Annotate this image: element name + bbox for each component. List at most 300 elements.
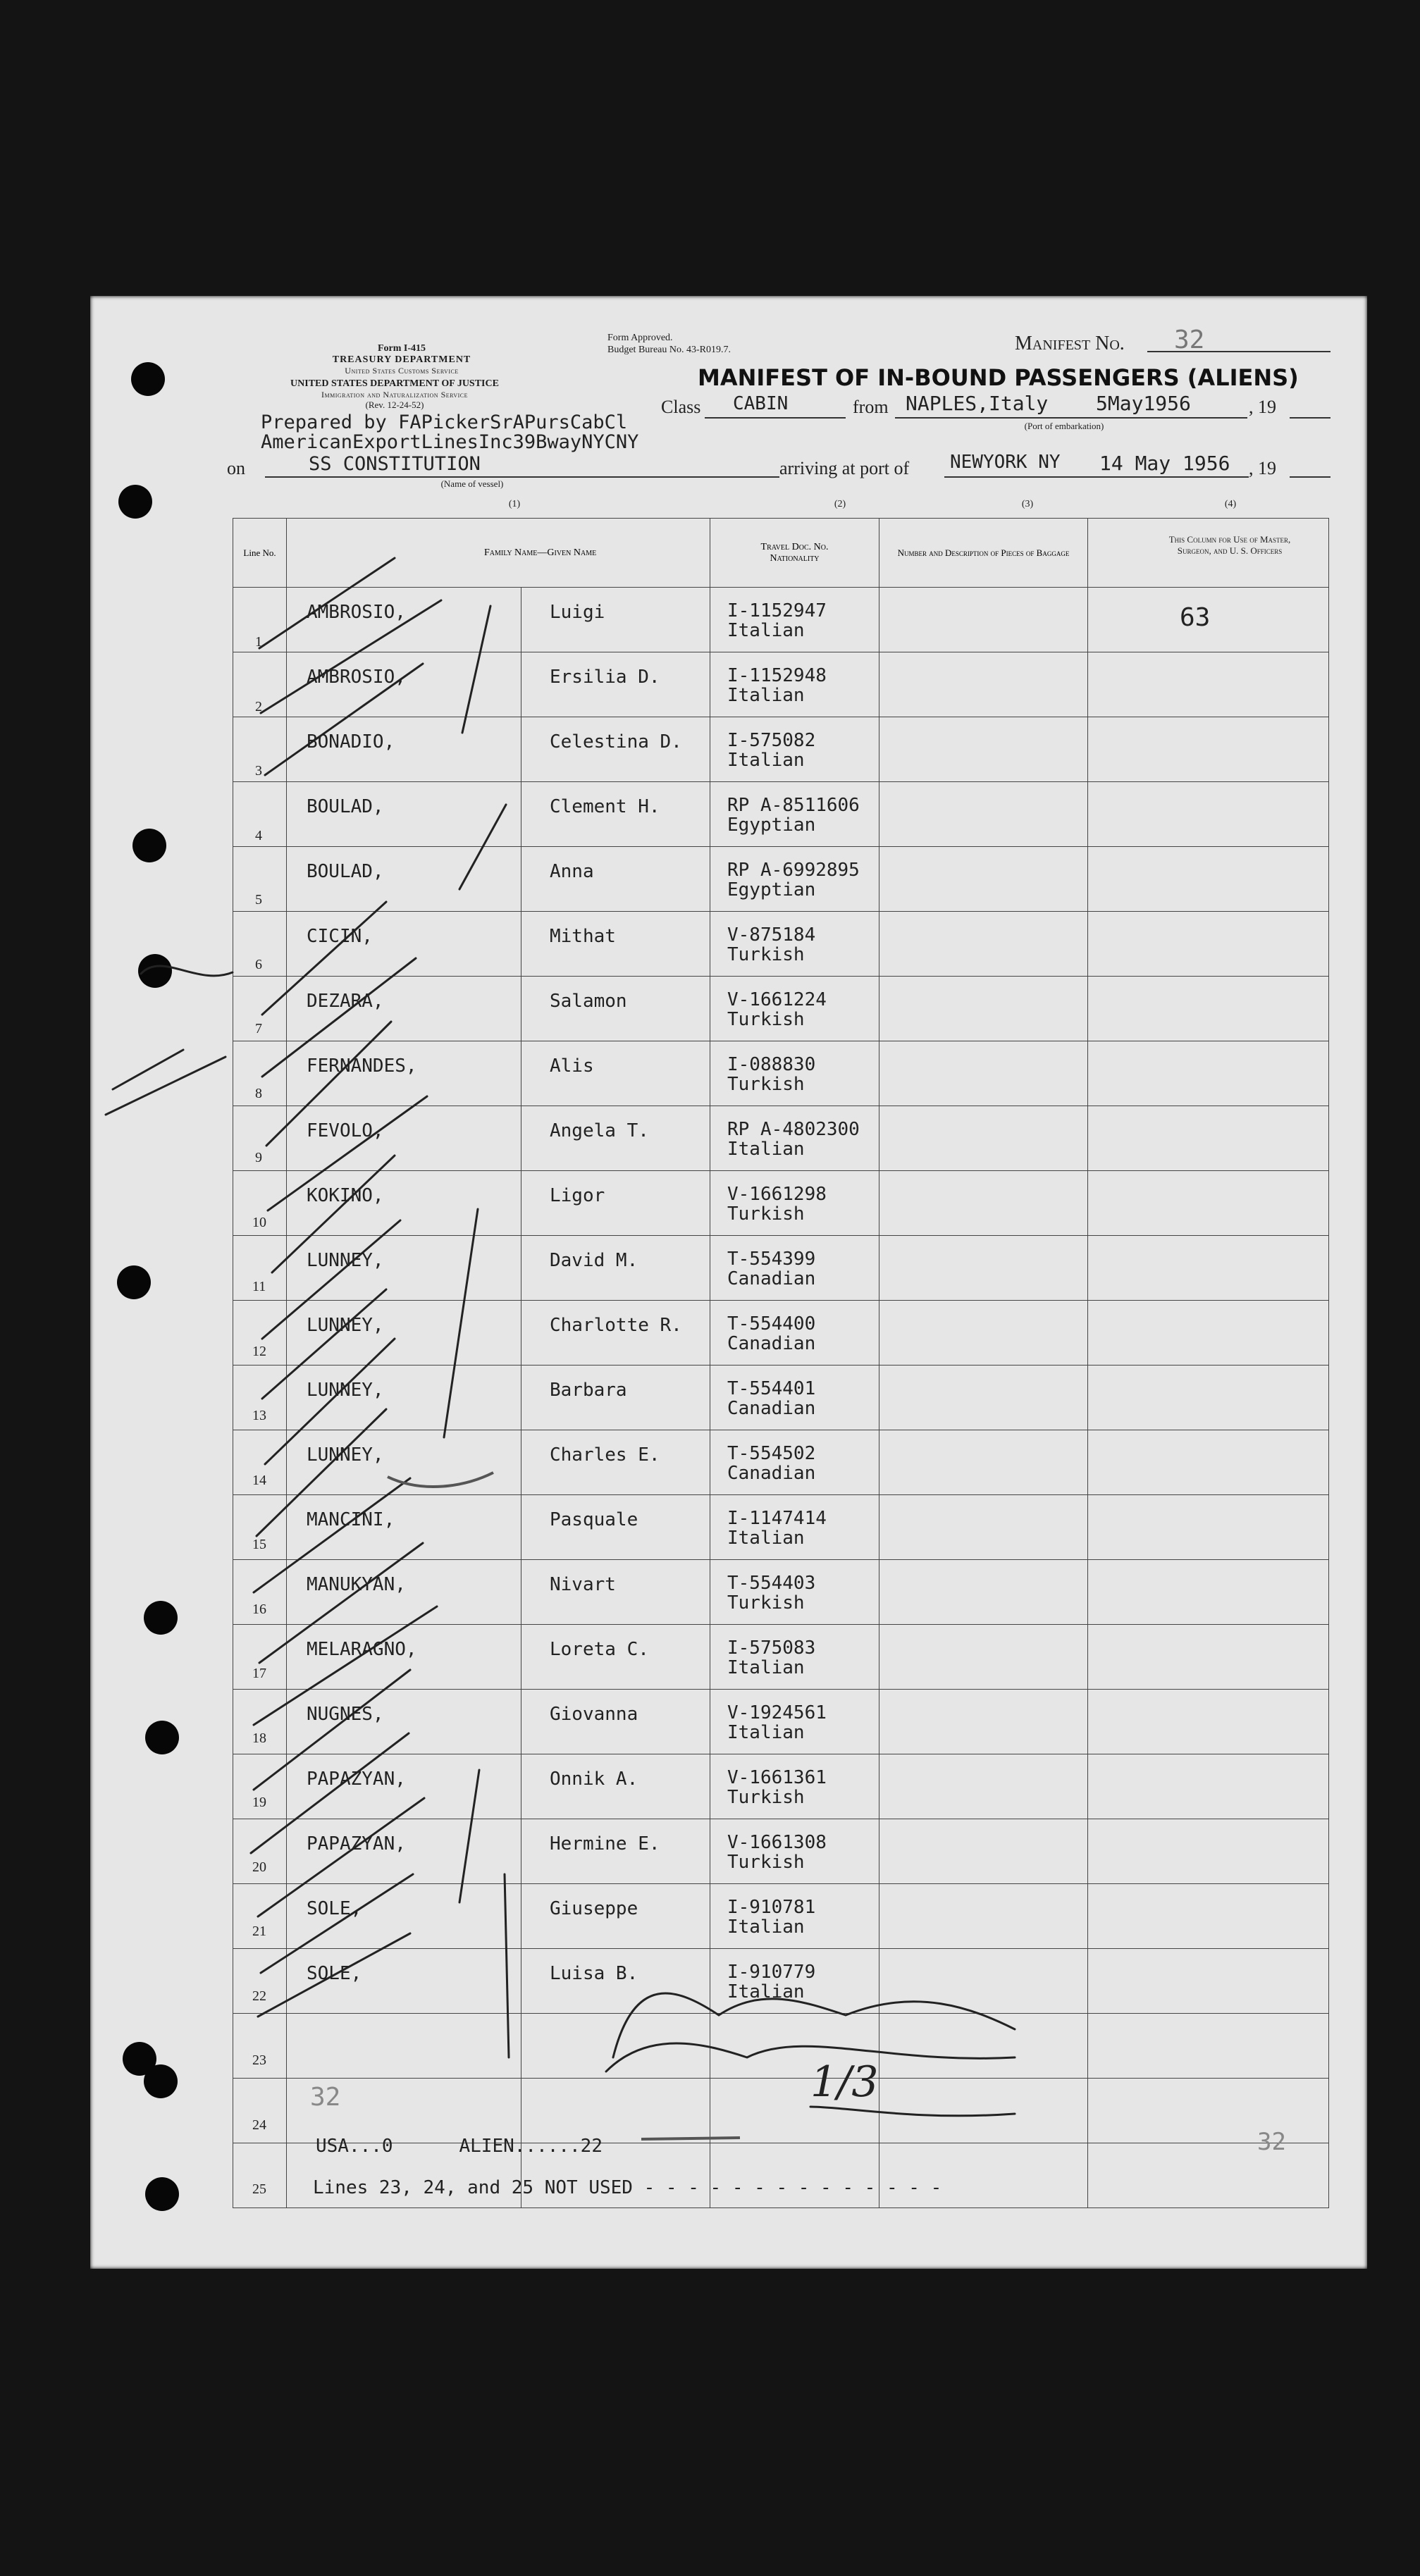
officers-cell xyxy=(1088,652,1329,717)
given-name-cell xyxy=(521,1171,710,1236)
nationality: Italian xyxy=(727,1981,805,2002)
baggage-cell xyxy=(879,1625,1088,1690)
nationality: Italian xyxy=(727,1722,805,1743)
given-name-cell xyxy=(521,912,710,977)
nationality: Canadian xyxy=(727,1398,816,1419)
line-number: 16 xyxy=(252,1601,266,1617)
arriving-port: NEWYORK NY xyxy=(950,452,1061,473)
family-name: CICIN, xyxy=(307,926,373,947)
baggage-cell xyxy=(879,1495,1088,1560)
line-number: 12 xyxy=(252,1343,266,1359)
class-value: CABIN xyxy=(733,393,789,414)
officers-cell xyxy=(1088,588,1329,652)
given-name: Alis xyxy=(550,1055,594,1077)
baggage-cell xyxy=(879,1560,1088,1625)
travel-doc-number: I-1152948 xyxy=(727,665,827,686)
baggage-cell xyxy=(879,1301,1088,1366)
travel-doc-number: I-575082 xyxy=(727,730,816,751)
given-name: Onnik A. xyxy=(550,1769,638,1790)
col-number-4: (4) xyxy=(1224,499,1237,509)
given-name-cell xyxy=(521,847,710,912)
baggage-cell xyxy=(879,1236,1088,1301)
given-name-cell xyxy=(521,1106,710,1171)
form-approved: Form Approved. xyxy=(607,333,673,343)
given-name: Giovanna xyxy=(550,1704,638,1725)
col-officers: This Column for Use of Master, Surgeon, and U. S. Officers xyxy=(1168,534,1291,556)
given-name: Mithat xyxy=(550,926,616,947)
col-number-3: (3) xyxy=(1021,499,1034,509)
nationality: Turkish xyxy=(727,1787,805,1808)
line-number: 6 xyxy=(255,956,262,972)
table-row xyxy=(233,2014,1329,2079)
table-row xyxy=(233,977,1329,1041)
officers-cell xyxy=(1088,847,1329,912)
class-label: Class xyxy=(661,397,701,417)
table-row xyxy=(233,1949,1329,2014)
arriving-label: arriving at port of xyxy=(779,458,910,478)
family-name-cell xyxy=(287,1171,521,1236)
punch-hole xyxy=(145,1721,179,1754)
given-name-cell xyxy=(521,1301,710,1366)
given-name: Giuseppe xyxy=(550,1898,638,1919)
port-of-embarkation: NAPLES,Italy xyxy=(906,392,1049,415)
family-name-cell xyxy=(287,1884,521,1949)
table-row xyxy=(233,2079,1329,2143)
nationality: Turkish xyxy=(727,1203,805,1225)
punch-hole xyxy=(145,2177,179,2211)
travel-doc-number: V-1661361 xyxy=(727,1767,827,1788)
departure-date: 5May1956 xyxy=(1096,392,1191,415)
baggage-cell xyxy=(879,1819,1088,1884)
baggage-cell xyxy=(879,2014,1088,2079)
col-travel-doc: Travel Doc. No. Nationality xyxy=(710,519,879,588)
given-name: Pasquale xyxy=(550,1509,638,1530)
given-name-cell xyxy=(521,1625,710,1690)
line-number-cell xyxy=(233,2079,287,2143)
punch-hole xyxy=(138,954,172,988)
line-number: 1 xyxy=(255,634,262,650)
travel-doc-cell xyxy=(710,1171,879,1236)
totals-line: USA...0 ALIEN......22 xyxy=(316,2136,603,2157)
family-name-cell xyxy=(287,977,521,1041)
nationality: Turkish xyxy=(727,1592,805,1614)
given-name-cell xyxy=(521,782,710,847)
travel-doc-number: I-1147414 xyxy=(727,1508,827,1529)
given-name-cell xyxy=(521,1236,710,1301)
officer-note: 63 xyxy=(1180,603,1211,632)
family-name-cell xyxy=(287,1625,521,1690)
budget-bureau: Budget Bureau No. 43-R019.7. xyxy=(607,345,731,355)
prepared-by-line2: AmericanExportLinesInc39BwayNYCNY xyxy=(261,431,639,453)
year-suffix: , 19 xyxy=(1249,397,1276,417)
family-name: AMBROSIO, xyxy=(307,602,406,623)
line-number: 5 xyxy=(255,892,262,908)
family-name: BONADIO, xyxy=(307,731,395,753)
baggage-cell xyxy=(879,1949,1088,2014)
given-name-cell xyxy=(521,1754,710,1819)
punch-hole xyxy=(117,1265,151,1299)
officers-cell xyxy=(1088,1625,1329,1690)
given-name-cell xyxy=(521,588,710,652)
family-name-cell xyxy=(287,1430,521,1495)
table-row xyxy=(233,912,1329,977)
nationality: Turkish xyxy=(727,1009,805,1030)
family-name-cell xyxy=(287,717,521,782)
given-name-cell xyxy=(521,977,710,1041)
travel-doc-cell xyxy=(710,1884,879,1949)
given-name: Nivart xyxy=(550,1574,616,1595)
officers-cell xyxy=(1088,912,1329,977)
travel-doc-number: I-088830 xyxy=(727,1054,816,1075)
family-name-cell xyxy=(287,1236,521,1301)
port-embarkation-caption: (Port of embarkation) xyxy=(1024,421,1104,431)
travel-doc-number: T-554401 xyxy=(727,1378,816,1399)
officers-cell xyxy=(1088,1884,1329,1949)
travel-doc-cell xyxy=(710,1106,879,1171)
officers-cell xyxy=(1088,2143,1329,2208)
travel-doc-number: T-554403 xyxy=(727,1573,816,1594)
given-name: Loreta C. xyxy=(550,1639,649,1660)
travel-doc-number: I-910781 xyxy=(727,1897,816,1918)
form-number: Form I-415 xyxy=(377,343,426,354)
travel-doc-cell xyxy=(710,1625,879,1690)
given-name: Anna xyxy=(550,861,594,882)
family-name-cell xyxy=(287,1041,521,1106)
baggage-cell xyxy=(879,1366,1088,1430)
officers-cell xyxy=(1088,1819,1329,1884)
family-name: LUNNEY, xyxy=(307,1250,384,1271)
travel-doc-number: RP A-6992895 xyxy=(727,860,860,881)
baggage-cell xyxy=(879,1884,1088,1949)
travel-doc-cell xyxy=(710,1041,879,1106)
revision: (Rev. 12-24-52) xyxy=(365,400,424,410)
punch-hole xyxy=(144,1601,178,1635)
line-number: 22 xyxy=(252,1988,266,2004)
dept-of-justice: UNITED STATES DEPARTMENT OF JUSTICE xyxy=(290,378,499,389)
from-underline xyxy=(895,417,1247,419)
travel-doc-cell xyxy=(710,847,879,912)
line-number: 9 xyxy=(255,1150,262,1165)
table-row xyxy=(233,847,1329,912)
nationality: Canadian xyxy=(727,1463,816,1484)
line-number: 19 xyxy=(252,1795,266,1810)
table-row xyxy=(233,1041,1329,1106)
vessel-underline xyxy=(265,476,779,478)
nationality: Italian xyxy=(727,685,805,706)
line-number: 13 xyxy=(252,1408,266,1423)
travel-doc-cell xyxy=(710,1236,879,1301)
given-name: Ligor xyxy=(550,1185,605,1206)
family-name-cell xyxy=(287,588,521,652)
baggage-cell xyxy=(879,1430,1088,1495)
family-name-cell xyxy=(287,2014,521,2079)
travel-doc-cell xyxy=(710,1949,879,2014)
table-row xyxy=(233,1690,1329,1754)
officers-cell xyxy=(1088,977,1329,1041)
nationality: Turkish xyxy=(727,944,805,965)
col-number-2: (2) xyxy=(834,499,846,509)
col-line-no: Line No. xyxy=(233,519,287,588)
travel-doc-number: I-575083 xyxy=(727,1637,816,1659)
family-name-cell xyxy=(287,1819,521,1884)
col-baggage: Number and Description of Pieces of Baggage xyxy=(879,519,1088,588)
officers-cell xyxy=(1088,1171,1329,1236)
baggage-cell xyxy=(879,1754,1088,1819)
lines-not-used: Lines 23, 24, and 25 NOT USED - - - - - - - - - - - - - - xyxy=(313,2177,942,2198)
table-row xyxy=(233,1884,1329,1949)
table-row xyxy=(233,1754,1329,1819)
family-name-cell xyxy=(287,652,521,717)
table-row xyxy=(233,1625,1329,1690)
family-name: KOKINO, xyxy=(307,1185,384,1206)
baggage-cell xyxy=(879,912,1088,977)
baggage-cell xyxy=(879,782,1088,847)
year-underline xyxy=(1290,417,1331,419)
travel-doc-cell xyxy=(710,1819,879,1884)
given-name: Hermine E. xyxy=(550,1833,660,1854)
officers-cell xyxy=(1088,1949,1329,2014)
travel-doc-number: T-554502 xyxy=(727,1443,816,1464)
given-name-cell xyxy=(521,1819,710,1884)
family-name-cell xyxy=(287,1690,521,1754)
customs-service: United States Customs Service xyxy=(345,366,459,376)
nationality: Italian xyxy=(727,1916,805,1938)
family-name: AMBROSIO, xyxy=(307,667,406,688)
travel-doc-number: V-1661224 xyxy=(727,989,827,1010)
nationality: Egyptian xyxy=(727,879,816,900)
on-label: on xyxy=(227,458,245,478)
travel-doc-number: T-554400 xyxy=(727,1313,816,1335)
officers-cell xyxy=(1088,782,1329,847)
travel-doc-number: I-910779 xyxy=(727,1962,816,1983)
family-name-cell xyxy=(287,1560,521,1625)
table-row xyxy=(233,1430,1329,1495)
baggage-cell xyxy=(879,588,1088,652)
officers-cell xyxy=(1088,1495,1329,1560)
family-name-cell xyxy=(287,1106,521,1171)
line-number: 4 xyxy=(255,827,262,843)
travel-doc-cell xyxy=(710,1690,879,1754)
line-number-cell xyxy=(233,2143,287,2208)
arriving-underline xyxy=(944,476,1249,478)
punch-hole xyxy=(132,829,166,862)
given-name-cell xyxy=(521,1041,710,1106)
line-number: 3 xyxy=(255,763,262,779)
given-name-cell xyxy=(521,717,710,782)
given-name-cell xyxy=(521,1495,710,1560)
stamp-number-right: 32 xyxy=(1257,2128,1286,2156)
travel-doc-number: RP A-8511606 xyxy=(727,795,860,816)
baggage-cell xyxy=(879,652,1088,717)
table-row xyxy=(233,1171,1329,1236)
baggage-cell xyxy=(879,2079,1088,2143)
family-name: LUNNEY, xyxy=(307,1380,384,1401)
punch-hole xyxy=(118,485,152,519)
given-name: David M. xyxy=(550,1250,638,1271)
given-name-cell xyxy=(521,652,710,717)
travel-doc-cell xyxy=(710,652,879,717)
travel-doc-number: RP A-4802300 xyxy=(727,1119,860,1140)
line-number: 11 xyxy=(252,1279,266,1294)
baggage-cell xyxy=(879,1690,1088,1754)
nationality: Egyptian xyxy=(727,815,816,836)
given-name: Angela T. xyxy=(550,1120,649,1141)
family-name-cell xyxy=(287,1301,521,1366)
stamp-number-left: 32 xyxy=(310,2083,341,2112)
travel-doc-cell xyxy=(710,1430,879,1495)
table-row xyxy=(233,1495,1329,1560)
given-name: Charles E. xyxy=(550,1444,660,1466)
family-name: NUGNES, xyxy=(307,1704,384,1725)
manifest-no-underline xyxy=(1147,351,1331,352)
travel-doc-number: V-875184 xyxy=(727,924,816,946)
family-name-cell xyxy=(287,912,521,977)
travel-doc-cell xyxy=(710,1754,879,1819)
vessel-caption: (Name of vessel) xyxy=(440,478,504,489)
officers-cell xyxy=(1088,1690,1329,1754)
given-name: Charlotte R. xyxy=(550,1315,682,1336)
given-name: Barbara xyxy=(550,1380,627,1401)
officers-cell xyxy=(1088,2079,1329,2143)
family-name: BOULAD, xyxy=(307,861,384,882)
officers-cell xyxy=(1088,2014,1329,2079)
family-name: DEZARA, xyxy=(307,991,384,1012)
travel-doc-number: V-1661308 xyxy=(727,1832,827,1853)
table-row xyxy=(233,1236,1329,1301)
table-row xyxy=(233,1106,1329,1171)
travel-doc-number: T-554399 xyxy=(727,1249,816,1270)
treasury-department: TREASURY DEPARTMENT xyxy=(332,354,471,365)
family-name: MANCINI, xyxy=(307,1509,395,1530)
travel-doc-cell xyxy=(710,1301,879,1366)
given-name-cell xyxy=(521,1560,710,1625)
officers-cell xyxy=(1088,1560,1329,1625)
prepared-by: Prepared by FAPickerSrAPursCabCl xyxy=(261,411,628,433)
class-underline xyxy=(705,417,846,419)
line-number: 7 xyxy=(255,1021,262,1036)
nationality: Italian xyxy=(727,1139,805,1160)
col-number-1: (1) xyxy=(508,499,521,509)
family-name: FERNANDES, xyxy=(307,1055,417,1077)
vessel-name: SS CONSTITUTION xyxy=(309,453,481,475)
nationality: Italian xyxy=(727,620,805,641)
table-row xyxy=(233,1366,1329,1430)
travel-doc-cell xyxy=(710,1560,879,1625)
family-name: MANUKYAN, xyxy=(307,1574,406,1595)
given-name-cell xyxy=(521,1884,710,1949)
line-number: 14 xyxy=(252,1472,266,1488)
officers-cell xyxy=(1088,1106,1329,1171)
family-name: SOLE, xyxy=(307,1963,362,1984)
officers-cell xyxy=(1088,1041,1329,1106)
punch-hole xyxy=(131,362,165,396)
baggage-cell xyxy=(879,977,1088,1041)
travel-doc-cell xyxy=(710,717,879,782)
family-name: MELARAGNO, xyxy=(307,1639,417,1660)
table-row xyxy=(233,652,1329,717)
line-number: 2 xyxy=(255,698,262,714)
given-name: Celestina D. xyxy=(550,731,682,753)
family-name: FEVOLO, xyxy=(307,1120,384,1141)
baggage-cell xyxy=(879,847,1088,912)
baggage-cell xyxy=(879,717,1088,782)
year-underline xyxy=(1290,476,1331,478)
passenger-table xyxy=(233,518,1329,2208)
family-name: BOULAD, xyxy=(307,796,384,817)
given-name-cell xyxy=(521,2014,710,2079)
family-name-cell xyxy=(287,1495,521,1560)
line-number: 24 xyxy=(252,2117,266,2133)
line-number: 15 xyxy=(252,1537,266,1552)
family-name-cell xyxy=(287,1754,521,1819)
travel-doc-cell xyxy=(710,977,879,1041)
given-name-cell xyxy=(521,1690,710,1754)
given-name-cell xyxy=(521,1430,710,1495)
given-name: Clement H. xyxy=(550,796,660,817)
given-name: Luisa B. xyxy=(550,1963,638,1984)
line-number: 20 xyxy=(252,1859,266,1875)
pencil-count: 1/3 xyxy=(810,2057,879,2107)
table-row xyxy=(233,1819,1329,1884)
given-name-cell xyxy=(521,1949,710,2014)
family-name-cell xyxy=(287,782,521,847)
travel-doc-cell xyxy=(710,1366,879,1430)
travel-doc-number: I-1152947 xyxy=(727,600,827,621)
nationality: Turkish xyxy=(727,1074,805,1095)
nationality: Italian xyxy=(727,1528,805,1549)
line-number: 21 xyxy=(252,1924,266,1939)
family-name-cell xyxy=(287,847,521,912)
baggage-cell xyxy=(879,1106,1088,1171)
family-name-cell xyxy=(287,1366,521,1430)
manifest-number: 32 xyxy=(1174,326,1205,354)
line-number: 17 xyxy=(252,1666,266,1681)
family-name: LUNNEY, xyxy=(307,1315,384,1336)
arriving-date: 14 May 1956 xyxy=(1099,452,1230,475)
table-row xyxy=(233,717,1329,782)
from-label: from xyxy=(853,397,889,417)
line-number: 18 xyxy=(252,1730,266,1746)
travel-doc-cell xyxy=(710,1495,879,1560)
travel-doc-cell xyxy=(710,782,879,847)
nationality: Italian xyxy=(727,750,805,771)
travel-doc-cell xyxy=(710,912,879,977)
punch-hole xyxy=(144,2064,178,2098)
table-row xyxy=(233,1301,1329,1366)
nationality: Canadian xyxy=(727,1268,816,1289)
given-name: Salamon xyxy=(550,991,627,1012)
table-row xyxy=(233,588,1329,652)
travel-doc-cell xyxy=(710,588,879,652)
travel-doc-number: V-1661298 xyxy=(727,1184,827,1205)
officers-cell xyxy=(1088,717,1329,782)
officers-cell xyxy=(1088,1366,1329,1430)
table-row xyxy=(233,1560,1329,1625)
manifest-no-label: Manifest No. xyxy=(1015,333,1125,354)
ins-service: Immigration and Naturalization Service xyxy=(321,390,468,400)
family-name: LUNNEY, xyxy=(307,1444,384,1466)
family-name-cell xyxy=(287,1949,521,2014)
family-name: PAPAZYAN, xyxy=(307,1833,406,1854)
travel-doc-number: V-1924561 xyxy=(727,1702,827,1723)
family-name: PAPAZYAN, xyxy=(307,1769,406,1790)
year-suffix: , 19 xyxy=(1249,458,1276,478)
page-title: MANIFEST OF IN-BOUND PASSENGERS (ALIENS) xyxy=(698,364,1299,391)
given-name: Luigi xyxy=(550,602,605,623)
baggage-cell xyxy=(879,1041,1088,1106)
officers-cell xyxy=(1088,1236,1329,1301)
nationality: Canadian xyxy=(727,1333,816,1354)
